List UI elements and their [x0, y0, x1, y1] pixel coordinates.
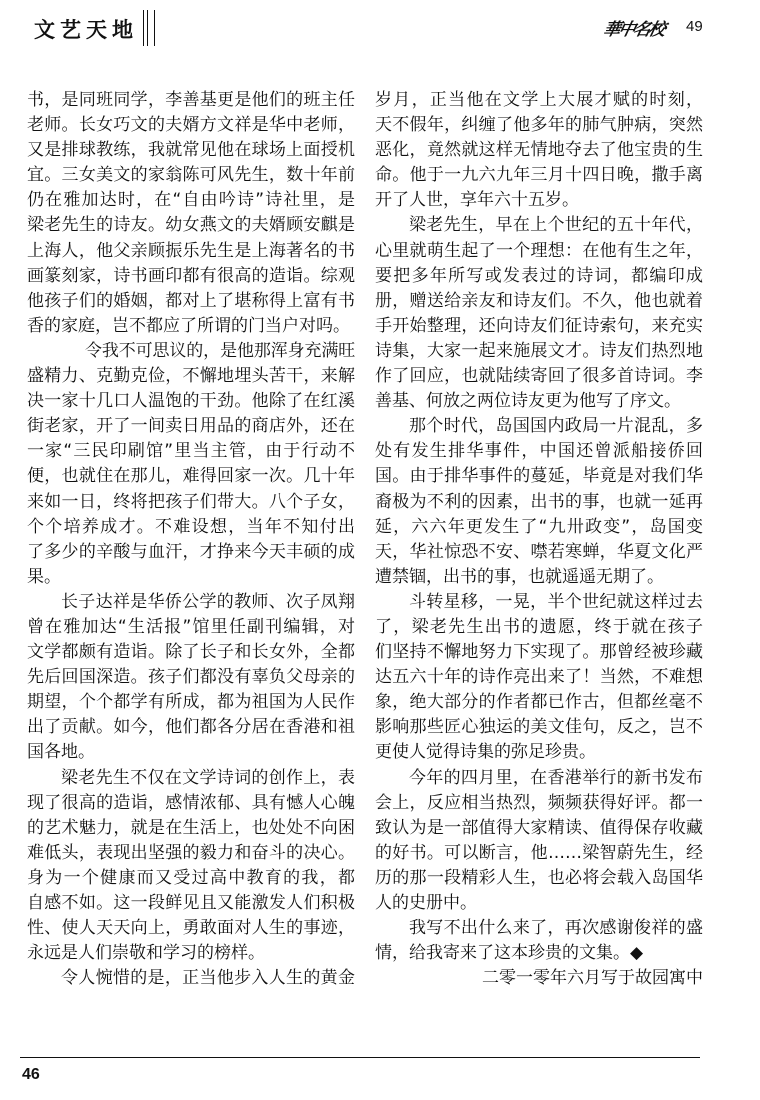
text-line: 令我不可思议的，是他那浑身充满旺 [85, 340, 355, 361]
text-line: 心里就萌生起了一个理想：在他有生之年， [375, 240, 703, 261]
text-line: 现了很高的造诣，感情浓郁、具有憾人心魄 [27, 792, 355, 813]
text-line: 先后回国深造。孩子们都没有辜负父母亲的 [27, 667, 355, 688]
text-line: 象，绝大部分的作者都已作古，但都丝毫不 [375, 692, 703, 713]
paragraph [27, 339, 355, 590]
text-line: 仍在雅加达时，在“自由吟诗”诗社里，是 [27, 190, 355, 211]
text-line: 画篆刻家，诗书画印都有很高的造诣。综观 [27, 265, 355, 286]
footer-rule [20, 1057, 700, 1058]
text-line: 致认为是一部值得大家精读、值得保存收藏 [375, 817, 703, 838]
text-line: 那个时代，岛国国内政局一片混乱，多 [409, 416, 703, 437]
text-line: 开了人世，享年六十五岁。 [375, 190, 579, 211]
text-line: 斗转星移，一晃，半个世纪就这样过去 [409, 591, 703, 612]
article-column-left [27, 88, 355, 991]
text-line: 他孩子们的婚姻，都对上了堪称得上富有书 [27, 290, 355, 311]
text-line: 命。他于一九六九年三月十四日晚，撒手离 [375, 165, 703, 186]
text-line: 街老家，开了一间卖日用品的商店外，还在 [27, 416, 355, 437]
paragraph [27, 966, 355, 991]
text-line: 延，六六年更发生了“九卅政变”，岛国变 [375, 516, 703, 537]
paragraph [375, 916, 703, 966]
text-line: 会上，反应相当热烈，频频获得好评。都一 [375, 792, 703, 813]
page-number-bottom: 46 [22, 1066, 40, 1083]
text-line: 老师。长女巧文的夫婿方文祥是华中老师， [27, 115, 355, 136]
text-line: 天不假年，纠缠了他多年的肺气肿病，突然 [375, 115, 703, 136]
text-line: 一家“三民印刷馆”里当主管，由于行动不 [27, 441, 355, 462]
paragraph [375, 213, 703, 414]
text-line: 遭禁锢，出书的事，也就遥遥无期了。 [375, 566, 664, 587]
text-line: 我写不出什么来了，再次感谢俊祥的盛 [409, 918, 703, 939]
text-line: 手开始整理，还向诗友们征诗索句，来充实 [375, 315, 703, 336]
text-line: 书，是同班同学，李善基更是他们的班主任 [27, 90, 355, 110]
text-line: 梁老先生的诗友。幼女燕文的夫婿顾安麒是 [27, 215, 355, 236]
text-line: 永远是人们崇敬和学习的榜样。 [27, 943, 265, 964]
text-line: 裔极为不利的因素，出书的事，也就一延再 [375, 491, 703, 512]
text-line: 自感不如。这一段鲜见且又能激发人们积极 [27, 893, 355, 913]
section-title-bars [143, 10, 155, 46]
text-line: 人的史册中。 [375, 893, 477, 913]
text-line: 国各地。 [27, 742, 95, 763]
text-line: 的好书。可以断言，他……梁智蔚先生，经 [375, 842, 703, 863]
text-line: 出了贡献。如今，他们都各分居在香港和祖 [27, 717, 355, 738]
text-line: 期望，个个都学有所成，都为祖国为人民作 [27, 692, 355, 713]
text-line: 了多少的辛酸与血汗，才挣来今天丰硕的成 [27, 541, 355, 562]
text-line: 个个培养成才。不难设想，当年不知付出 [27, 516, 355, 537]
text-line: 更使人觉得诗集的弥足珍贵。 [375, 742, 596, 763]
section-title: 文艺天地 [34, 18, 138, 42]
text-line: 身为一个健康而又受过高中教育的我，都 [27, 867, 355, 888]
text-line: 来如一日，终将把孩子们带大。八个子女， [27, 491, 355, 512]
text-line: 情，给我寄来了这本珍贵的文集。◆ [375, 943, 644, 964]
text-line: 的艺术魅力，就是在生活上，也处处不向困 [27, 817, 355, 838]
paragraph [375, 766, 703, 917]
text-line: 达五六十年的诗作亮出来了！当然，不难想 [375, 667, 703, 688]
text-line: 处有发生排华事件，中国还曾派船接侨回 [375, 441, 703, 462]
text-line: 国。由于排华事件的蔓延，毕竟是对我们华 [375, 466, 703, 487]
text-line: 梁老先生，早在上个世纪的五十年代， [409, 215, 703, 236]
text-line: 影响那些匠心独运的美文佳句，反之，岂不 [375, 717, 703, 738]
paragraph [27, 88, 355, 339]
text-line: 诗集，大家一起来施展文才。诗友们热烈地 [375, 340, 703, 361]
text-line: 性、使人天天向上，勇敢面对人生的事迹， [27, 918, 355, 939]
text-line: 了，梁老先生出书的遗愿，终于就在孩子 [375, 616, 703, 637]
text-line: 今年的四月里，在香港举行的新书发布 [409, 767, 703, 788]
text-line: 令人惋惜的是，正当他步入人生的黄金 [61, 968, 355, 989]
text-line: 岁月，正当他在文学上大展才赋的时刻， [375, 90, 703, 110]
text-line: 香的家庭，岂不都应了所谓的门当户对吗。 [27, 315, 350, 336]
paragraph [27, 766, 355, 967]
text-line: 文学都颇有造诣。除了长子和长女外，全都 [27, 642, 355, 663]
text-line: 宜。三女美文的家翁陈可风先生，数十年前 [27, 165, 355, 186]
text-line: 曾在雅加达“生活报”馆里任副刊编辑，对 [27, 616, 355, 637]
article-column-right [375, 88, 703, 991]
text-line: 又是排球教练，我就常见他在球场上面授机 [27, 140, 355, 161]
magazine-logo: 華中名校 [601, 20, 666, 40]
paragraph [375, 88, 703, 213]
text-line: 作了回应，也就陆续寄回了很多首诗词。李 [375, 366, 703, 387]
text-line: 册，赠送给亲友和诗友们。不久，他也就着 [375, 290, 703, 311]
text-line: 们坚持不懈地努力下实现了。那曾经被珍藏 [375, 642, 703, 663]
paragraph [375, 590, 703, 766]
text-line: 恶化，竟然就这样无情地夺去了他宝贵的生 [375, 140, 703, 161]
text-line: 难低头，表现出坚强的毅力和奋斗的决心。 [27, 842, 355, 863]
text-line: 便，也就住在那儿，难得回家一次。几十年 [27, 466, 355, 487]
author-signature-date: 二零一零年六月写于故园寓中 [482, 968, 703, 989]
text-line: 梁老先生不仅在文学诗词的创作上，表 [61, 767, 355, 788]
text-line: 决一家十几口人温饱的干劲。他除了在红溪 [27, 391, 355, 412]
paragraph [375, 414, 703, 590]
text-line: 长子达祥是华侨公学的教师、次子凤翔 [61, 591, 355, 612]
text-line: 善基、何放之两位诗友更为他写了序文。 [375, 391, 681, 412]
paragraph [27, 590, 355, 766]
text-line: 果。 [27, 566, 61, 587]
page-number-top: 49 [686, 18, 703, 35]
text-line: 历的那一段精彩人生，也必将会载入岛国华 [375, 867, 703, 888]
text-line: 盛精力、克勤克俭，不懈地埋头苦干，来解 [27, 366, 355, 387]
text-line: 要把多年所写或发表过的诗词，都编印成 [375, 265, 703, 286]
text-line: 天，华社惊恐不安、噤若寒蝉，华夏文化严 [375, 541, 703, 562]
text-line: 上海人，他父亲顾振乐先生是上海著名的书 [27, 240, 355, 261]
